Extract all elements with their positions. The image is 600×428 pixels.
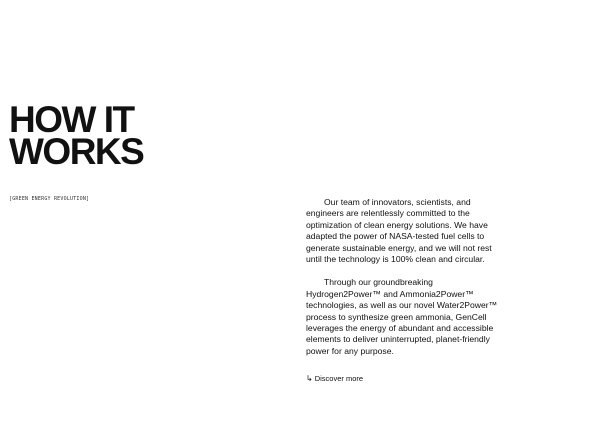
return-arrow-icon: ↳	[306, 374, 313, 383]
discover-more-label: Discover more	[314, 374, 364, 383]
page-title	[9, 99, 144, 172]
title-line-1: HOW IT	[9, 99, 134, 140]
paragraph-technology: Through our groundbreaking Hydrogen2Power™ and Ammonia2Power™ technologies, as well as our novel Water2Power™ process to synthesize green ammonia, GenCell leverages the energy of abundant and accessible elements to deliver uninterrupted, planet-friendly power for any purpose.	[306, 277, 498, 356]
paragraph-intro: Our team of innovators, scientists, and engineers are relentlessly committed to the optimization of clean energy solutions. We have adapted the power of NASA-tested fuel cells to generate sustainable energy, and we will not rest until the technology is 100% clean and circular.	[306, 197, 492, 265]
section-tag: [GREEN ENERGY REVOLUTION]	[9, 196, 90, 202]
discover-more-link[interactable]	[306, 374, 363, 383]
title-line-2: WORKS	[9, 131, 144, 172]
body-copy	[306, 197, 502, 369]
